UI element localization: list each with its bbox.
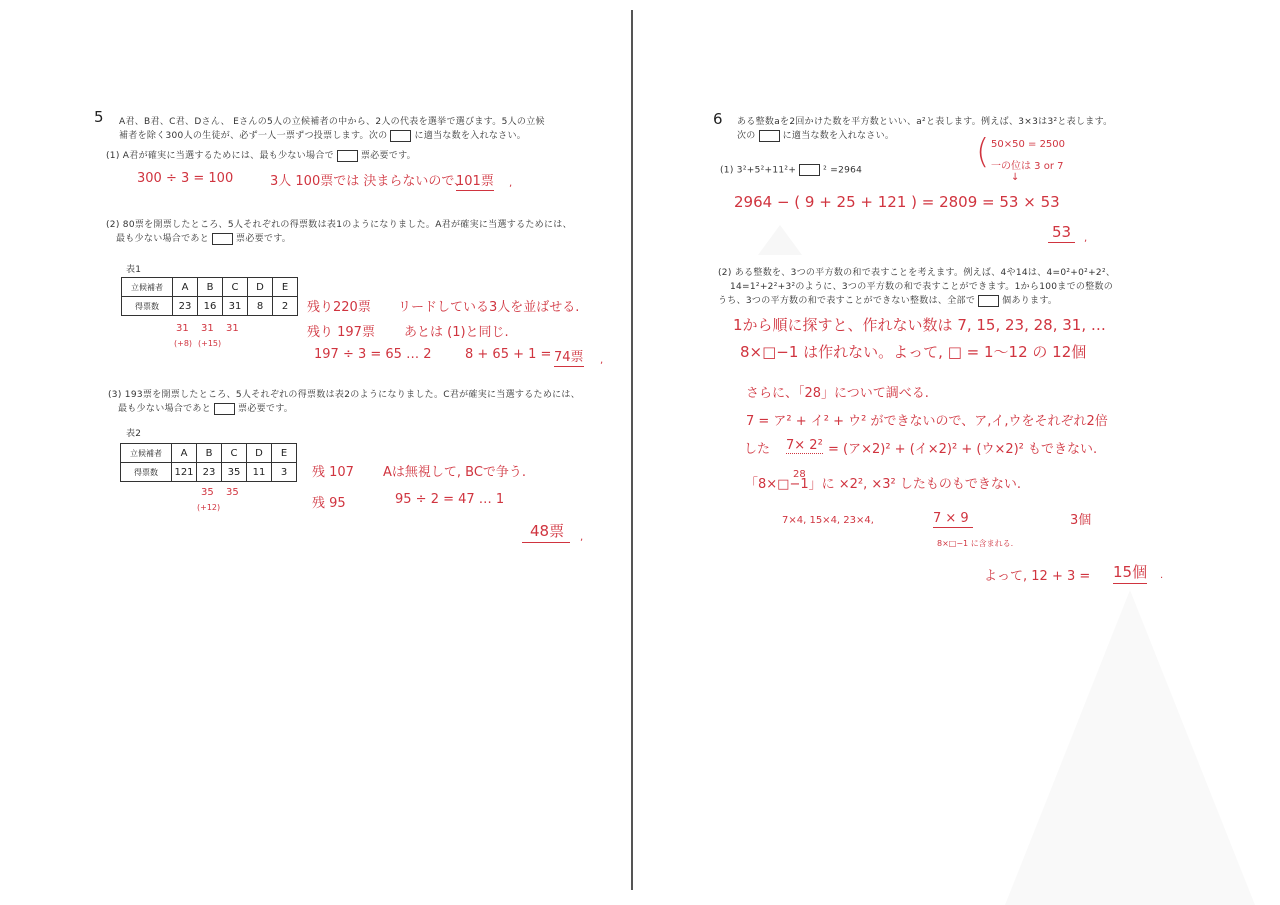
table-cell: 23 bbox=[173, 297, 198, 316]
answer-blank-box bbox=[799, 164, 820, 176]
question-1-text: (1) A君が確実に当選するためには、最も少ない場合で 票必要です。 bbox=[106, 151, 416, 161]
answer-blank-box bbox=[390, 130, 411, 142]
q2-work-line7a: 7×4, 15×4, 23×4, bbox=[782, 515, 874, 526]
question-1-text: (1) 3²+5²+11²+ ² =2964 bbox=[720, 165, 863, 176]
q2-work-line3b: 8 + 65 + 1 = bbox=[465, 347, 552, 362]
page-divider bbox=[631, 10, 633, 890]
table-annotation: 35 bbox=[226, 487, 239, 498]
answer-blank-box bbox=[214, 403, 235, 415]
problem-intro-line1: A君、B君、C君、Dさん、 Eさんの5人の立候補者の中から、2人の代表を選挙で選びます。5人の立候 bbox=[119, 117, 545, 127]
question-3-line2: 最も少ない場合であと 票必要です。 bbox=[118, 404, 294, 414]
table-header-label: 立候補者 bbox=[122, 278, 173, 297]
q2-work-line5c: = (ア×2)² + (イ×2)² + (ウ×2)² もできない. bbox=[828, 442, 1098, 457]
table-cell: 31 bbox=[223, 297, 248, 316]
vote-table-2 bbox=[120, 443, 297, 482]
q2-work-line1: 1から順に探すと、作れない数は 7, 15, 23, 28, 31, … bbox=[733, 316, 1106, 334]
q1-work-note: 3人 100票では 決まらないので、 bbox=[270, 174, 468, 189]
table-votes-row bbox=[121, 463, 297, 482]
q2-work-line6: 「8×□−1」に ×2², ×3² したものもできない. bbox=[745, 477, 1022, 492]
q2-work-line5-sub: 28 bbox=[793, 469, 806, 480]
table-cell: 121 bbox=[172, 463, 197, 482]
table-annotation: 35 bbox=[201, 487, 214, 498]
answer-blank-box bbox=[759, 130, 780, 142]
table-cell: 2 bbox=[273, 297, 298, 316]
table-cell: B bbox=[197, 444, 222, 463]
vote-table-1 bbox=[121, 277, 298, 316]
question-2-line1: (2) 80票を開票したところ、5人それぞれの得票数は表1のようになりました。A君が確実に当選するためには、 bbox=[106, 220, 572, 230]
table-annotation-diff: (+15) bbox=[198, 339, 222, 348]
table-cell: A bbox=[172, 444, 197, 463]
table-header-label: 立候補者 bbox=[121, 444, 172, 463]
table-cell: C bbox=[223, 278, 248, 297]
q2-work-line5b: 7× 2² bbox=[786, 438, 823, 453]
scan-glare bbox=[1005, 590, 1255, 905]
q2-work-line4: 7 = ア² + イ² + ウ² ができないので、ア,イ,ウをそれぞれ2倍 bbox=[746, 414, 1108, 429]
table-cell: 8 bbox=[248, 297, 273, 316]
side-note-line1: 50×50 = 2500 bbox=[991, 139, 1066, 150]
problem-intro-line2: 次の に適当な数を入れなさい。 bbox=[737, 131, 895, 141]
q1-work: 2964 − ( 9 + 25 + 121 ) = 2809 = 53 × 53 bbox=[734, 193, 1060, 211]
q3-work-line1a: 残 107 bbox=[312, 465, 354, 480]
q2-answer: 15個 bbox=[1113, 561, 1147, 584]
q2-work-line5a: した bbox=[744, 442, 771, 457]
table-1-title: 表1 bbox=[126, 265, 142, 275]
side-note-line2: 一の位は 3 or 7 bbox=[991, 161, 1064, 172]
q2-work-line2a: 残り 197票 bbox=[307, 325, 375, 340]
q3-work-line2a: 残 95 bbox=[312, 496, 346, 511]
table-annotation-diff: (+12) bbox=[197, 503, 221, 512]
table-cell: D bbox=[247, 444, 272, 463]
problem-number: 5 bbox=[94, 108, 104, 126]
q1-answer: 53 bbox=[1048, 223, 1075, 243]
table-annotation: 31 bbox=[226, 323, 239, 334]
q3-work-line2b: 95 ÷ 2 = 47 … 1 bbox=[395, 492, 505, 507]
q1-answer: 101票 bbox=[456, 170, 494, 191]
q2-work-line7-sub: 8×□−1 に含まれる. bbox=[937, 539, 1014, 548]
table-cell: 35 bbox=[222, 463, 247, 482]
q2-answer: 74票 bbox=[554, 346, 584, 367]
table-annotation: 31 bbox=[176, 323, 189, 334]
table-cell: E bbox=[272, 444, 297, 463]
problem-intro-line1: ある整数aを2回かけた数を平方数といい、a²と表します。例えば、3×3は3²と表します。 bbox=[737, 117, 1113, 127]
q2-work-line1a: 残り220票 bbox=[307, 300, 371, 315]
table-cell: 23 bbox=[197, 463, 222, 482]
q3-answer: 48票 bbox=[522, 520, 570, 543]
table-cell: C bbox=[222, 444, 247, 463]
table-header-row bbox=[122, 278, 298, 297]
q3-work-line1b: Aは無視して, BCで争う. bbox=[383, 465, 527, 480]
q2-work-line3a: 197 ÷ 3 = 65 … 2 bbox=[314, 347, 432, 362]
table-row-label: 得票数 bbox=[122, 297, 173, 316]
table-votes-row bbox=[122, 297, 298, 316]
problem-intro-line2: 補者を除く300人の生徒が、必ず一人一票ずつ投票します。次の に適当な数を入れなさい。 bbox=[119, 131, 527, 141]
q2-work-line1b: リードしている3人を並ばせる. bbox=[398, 300, 580, 315]
table-row-label: 得票数 bbox=[121, 463, 172, 482]
q1-answer-mark: , bbox=[1084, 233, 1088, 244]
answer-blank-box bbox=[337, 150, 358, 162]
table-cell: 3 bbox=[272, 463, 297, 482]
q1-answer-mark: , bbox=[509, 178, 513, 189]
q2-answer-mark: , bbox=[600, 355, 604, 366]
table-cell: 16 bbox=[198, 297, 223, 316]
answer-blank-box bbox=[978, 295, 999, 307]
table-annotation: 31 bbox=[201, 323, 214, 334]
arrow-down-icon: ↓ bbox=[1011, 172, 1020, 183]
question-2-line2: 14=1²+2²+3²のように、3つの平方数の和で表すことができます。1から100までの整数の bbox=[730, 282, 1114, 292]
answer-blank-box bbox=[212, 233, 233, 245]
table-cell: A bbox=[173, 278, 198, 297]
problem-number: 6 bbox=[713, 110, 723, 128]
question-2-line3: うち、3つの平方数の和で表すことができない整数は、全部で 個あります。 bbox=[718, 296, 1058, 306]
table-cell: E bbox=[273, 278, 298, 297]
side-note-bracket: ( bbox=[976, 132, 990, 172]
q2-work-line2b: あとは (1)と同じ. bbox=[404, 325, 509, 340]
q2-work-line2: 8×□−1 は作れない。よって, □ = 1〜12 の 12個 bbox=[740, 343, 1087, 361]
q2-work-line7b: 7 × 9 bbox=[933, 511, 973, 528]
question-3-line1: (3) 193票を開票したところ、5人それぞれの得票数は表2のようになりました。C君が確実に当選するためには、 bbox=[108, 390, 581, 400]
q2-answer-mark: . bbox=[1160, 570, 1164, 581]
table-annotation-diff: (+8) bbox=[174, 339, 193, 348]
table-cell: B bbox=[198, 278, 223, 297]
table-2-title: 表2 bbox=[126, 429, 142, 439]
table-cell: 11 bbox=[247, 463, 272, 482]
q2-work-line8: よって, 12 + 3 = bbox=[984, 569, 1091, 584]
question-2-line1: (2) ある整数を、3つの平方数の和で表すことを考えます。例えば、4や14は、4=0²+0²+2²、 bbox=[718, 268, 1116, 278]
scan-glare-small bbox=[758, 225, 802, 255]
question-2-line2: 最も少ない場合であと 票必要です。 bbox=[116, 234, 292, 244]
q2-work-line3: さらに、「28」について調べる. bbox=[746, 386, 929, 401]
q3-answer-mark: , bbox=[580, 532, 584, 543]
q2-work-line7-count: 3個 bbox=[1070, 513, 1092, 528]
q1-work-calc: 300 ÷ 3 = 100 bbox=[137, 171, 234, 186]
table-header-row bbox=[121, 444, 297, 463]
table-cell: D bbox=[248, 278, 273, 297]
